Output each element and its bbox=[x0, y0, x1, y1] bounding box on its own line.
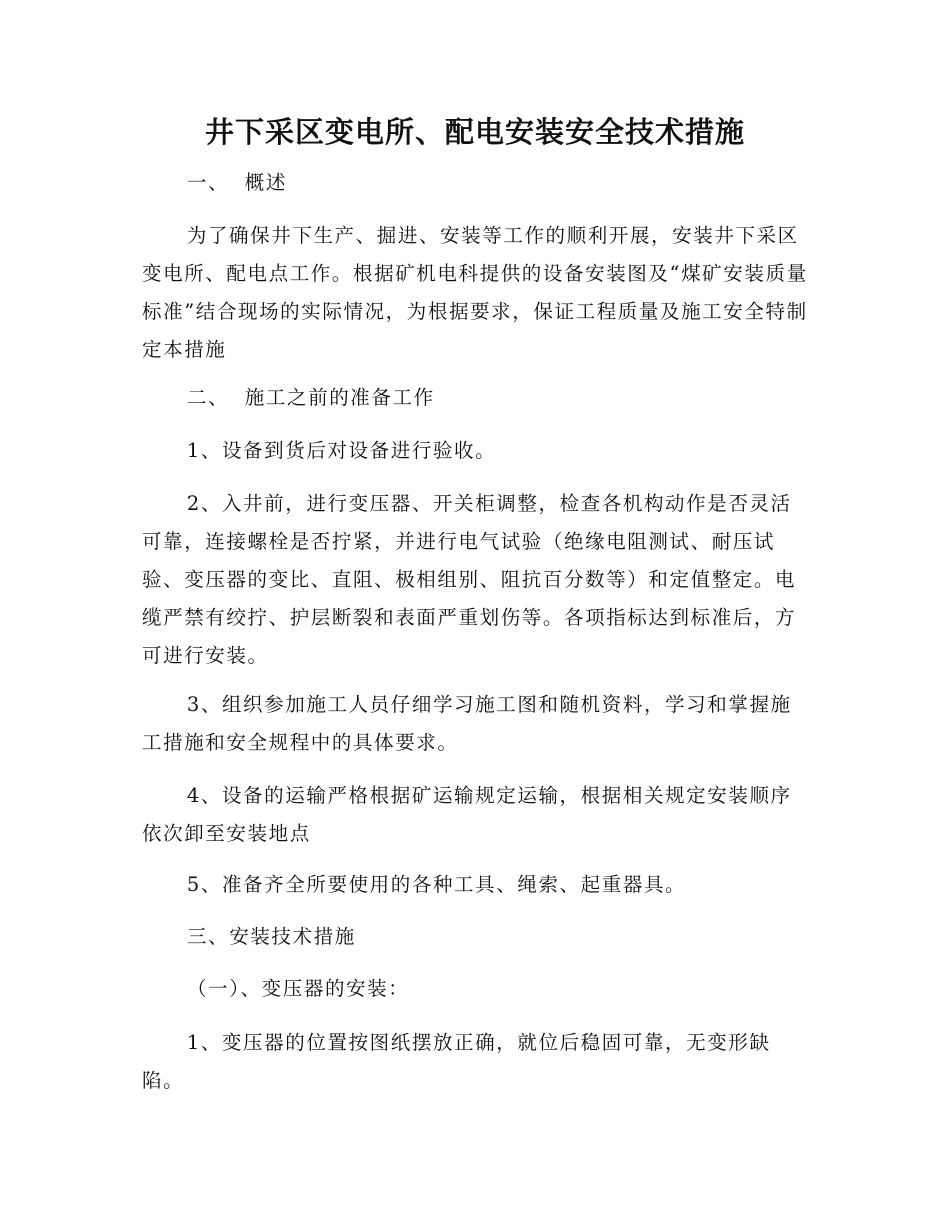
section-heading-preparation: 二、 施工之前的准备工作 bbox=[187, 386, 435, 409]
preparation-item-4: 4、设备的运输严格根据矿运输规定运输，根据相关规定安装顺序依次卸至安装地点 bbox=[142, 784, 792, 845]
preparation-item-2: 2、入井前，进行变压器、开关柜调整，检查各机构动作是否灵活可靠，连接螺栓是否拧紧，并进行电气试验（绝缘电阻测试、耐压试验、变压器的变比、直阻、极相组别、阻抗百分数等）和定值整定。电缆严禁有绞拧、护层断裂和表面严重划伤等。各项指标达到标准后，方可进行安装。 bbox=[142, 492, 797, 667]
section-heading-overview: 一、 概述 bbox=[187, 171, 287, 194]
overview-paragraph: 为了确保井下生产、掘进、安装等工作的顺利开展，安装井下采区变电所、配电点工作。根据矿机电科提供的设备安装图及“煤矿安装质量标准”结合现场的实际情况，为根据要求，保证工程质量及施工安全特制定本措施 bbox=[142, 224, 808, 361]
section-heading-installation: 三、安装技术措施 bbox=[187, 925, 356, 948]
preparation-item-1: 1、设备到货后对设备进行验收。 bbox=[186, 439, 497, 462]
preparation-item-3: 3、组织参加施工人员仔细学习施工图和随机资料，学习和掌握施工措施和安全规程中的具体要求。 bbox=[142, 693, 792, 754]
subsection-heading-transformer: （一）、变压器的安装： bbox=[187, 977, 410, 1000]
preparation-item-5: 5、准备齐全所要使用的各种工具、绳索、起重器具。 bbox=[186, 873, 687, 896]
document-title: 井下采区变电所、配电安装安全技术措施 bbox=[204, 115, 745, 149]
transformer-item-1: 1、变压器的位置按图纸摆放正确，就位后稳固可靠，无变形缺陷。 bbox=[142, 1031, 771, 1092]
